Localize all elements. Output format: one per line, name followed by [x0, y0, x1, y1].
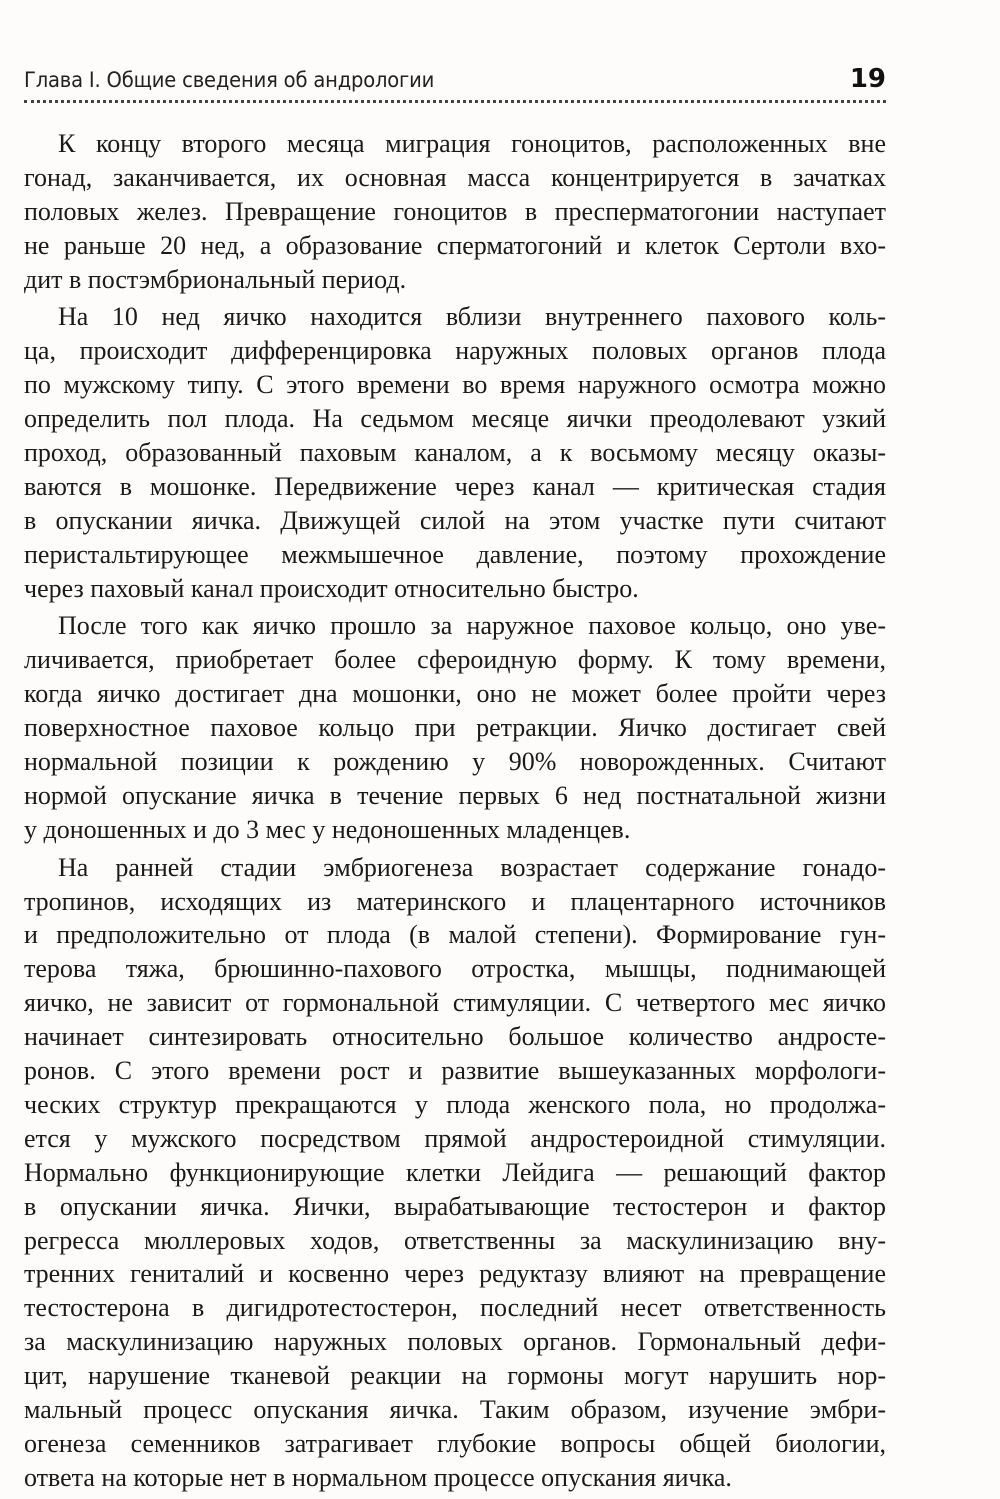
text-line: ется у мужского посредством прямой андростероидной стимуляции. — [24, 1123, 886, 1153]
text-line: гонад, заканчивается, их основная масса концентрируется в зачатках — [24, 162, 886, 192]
text-line: яичко, не зависит от гормональной стимуляции. С четвертого мес яичко — [24, 988, 886, 1018]
text-line: тестостерона в дигидротестостерон, последний несет ответственность — [24, 1293, 886, 1323]
text-line: нормой опускание яичка в течение первых 6 нед постнатальной жизни — [24, 780, 886, 810]
running-header — [24, 62, 886, 102]
paragraph-1 — [24, 127, 886, 296]
text-line: мальный процесс опускания яичка. Таким образом, изучение эмбри- — [24, 1394, 886, 1424]
text-line: половых желез. Превращение гоноцитов в пресперматогонии наступает — [24, 196, 886, 226]
text-line: К концу второго месяца миграция гоноцитов, расположенных вне — [58, 129, 886, 158]
paragraph-4 — [24, 851, 886, 1495]
text-line: начинает синтезировать относительно большое количество андросте- — [24, 1022, 886, 1052]
text-line: у доношенных и до 3 мес у недоношенных младенцев. — [24, 814, 631, 844]
text-line: тропинов, исходящих из материнского и плацентарного источников — [24, 886, 886, 916]
text-line: не раньше 20 нед, а образование сперматогоний и клеток Сертоли вхо- — [24, 230, 886, 260]
paragraph-2 — [24, 300, 886, 605]
body-text — [24, 127, 886, 1499]
text-line: ческих структур прекращаются у плода женского пола, но продолжа- — [24, 1089, 886, 1119]
text-line: ответа на которые нет в нормальном процессе опускания яичка. — [24, 1462, 732, 1492]
text-line: тренних гениталий и косвенно через редуктазу влияют на превращение — [24, 1259, 886, 1289]
text-line: поверхностное паховое кольцо при ретракции. Яичко достигает свей — [24, 713, 886, 743]
text-line: На ранней стадии эмбриогенеза возрастает содержание гонадо- — [58, 852, 886, 882]
text-line: регресса мюллеровых ходов, ответственны за маскулинизацию вну- — [24, 1225, 886, 1255]
text-line: Нормально функционирующие клетки Лейдига — решающий фактор — [24, 1157, 886, 1187]
text-line: в опускании яичка. Яички, вырабатывающие тестостерон и фактор — [24, 1191, 886, 1221]
text-line: и предположительно от плода (в малой степени). Формирование гун- — [24, 920, 886, 950]
text-line: ронов. С этого времени рост и развитие вышеуказанных морфологи- — [24, 1056, 886, 1086]
text-line: за маскулинизацию наружных половых органов. Гормональный дефи- — [24, 1327, 886, 1357]
text-line: огенеза семенников затрагивает глубокие вопросы общей биологии, — [24, 1428, 886, 1458]
text-line: когда яичко достигает дна мошонки, оно не может более пройти через — [24, 679, 886, 709]
text-line: в опускании яичка. Движущей силой на этом участке пути считают — [24, 505, 886, 535]
text-line: На 10 нед яичко находится вблизи внутреннего пахового коль- — [58, 302, 886, 332]
text-line: ца, происходит дифференцировка наружных половых органов плода — [24, 336, 886, 366]
text-line: ваются в мошонке. Передвижение через канал — критическая стадия — [24, 471, 886, 501]
text-line: определить пол плода. На седьмом месяце яички преодолевают узкий — [24, 404, 886, 434]
text-line: цит, нарушение тканевой реакции на гормоны могут нарушить нор- — [24, 1361, 886, 1391]
text-line: перистальтирующее межмышечное давление, поэтому прохождение — [24, 539, 886, 569]
text-line: терова тяжа, брюшинно-пахового отростка, мышцы, поднимающей — [24, 954, 886, 984]
page-number: 19 — [849, 64, 886, 94]
text-line: После того как яичко прошло за наружное паховое кольцо, оно уве- — [58, 611, 886, 641]
text-line: личивается, приобретает более сфероидную форму. К тому времени, — [24, 645, 886, 675]
text-line: дит в постэмбриональный период. — [24, 264, 407, 294]
chapter-title: Глава I. Общие сведения об андрологии — [24, 68, 435, 92]
text-line: проход, образованный паховым каналом, а к восьмому месяцу оказы- — [24, 438, 886, 468]
text-line: через паховый канал происходит относительно быстро. — [24, 573, 639, 603]
header-dotted-rule — [24, 100, 886, 103]
paragraph-3 — [24, 609, 886, 846]
text-line: по мужскому типу. С этого времени во время наружного осмотра можно — [24, 370, 886, 400]
text-line: нормальной позиции к рождению у 90% новорожденных. Считают — [24, 747, 886, 777]
